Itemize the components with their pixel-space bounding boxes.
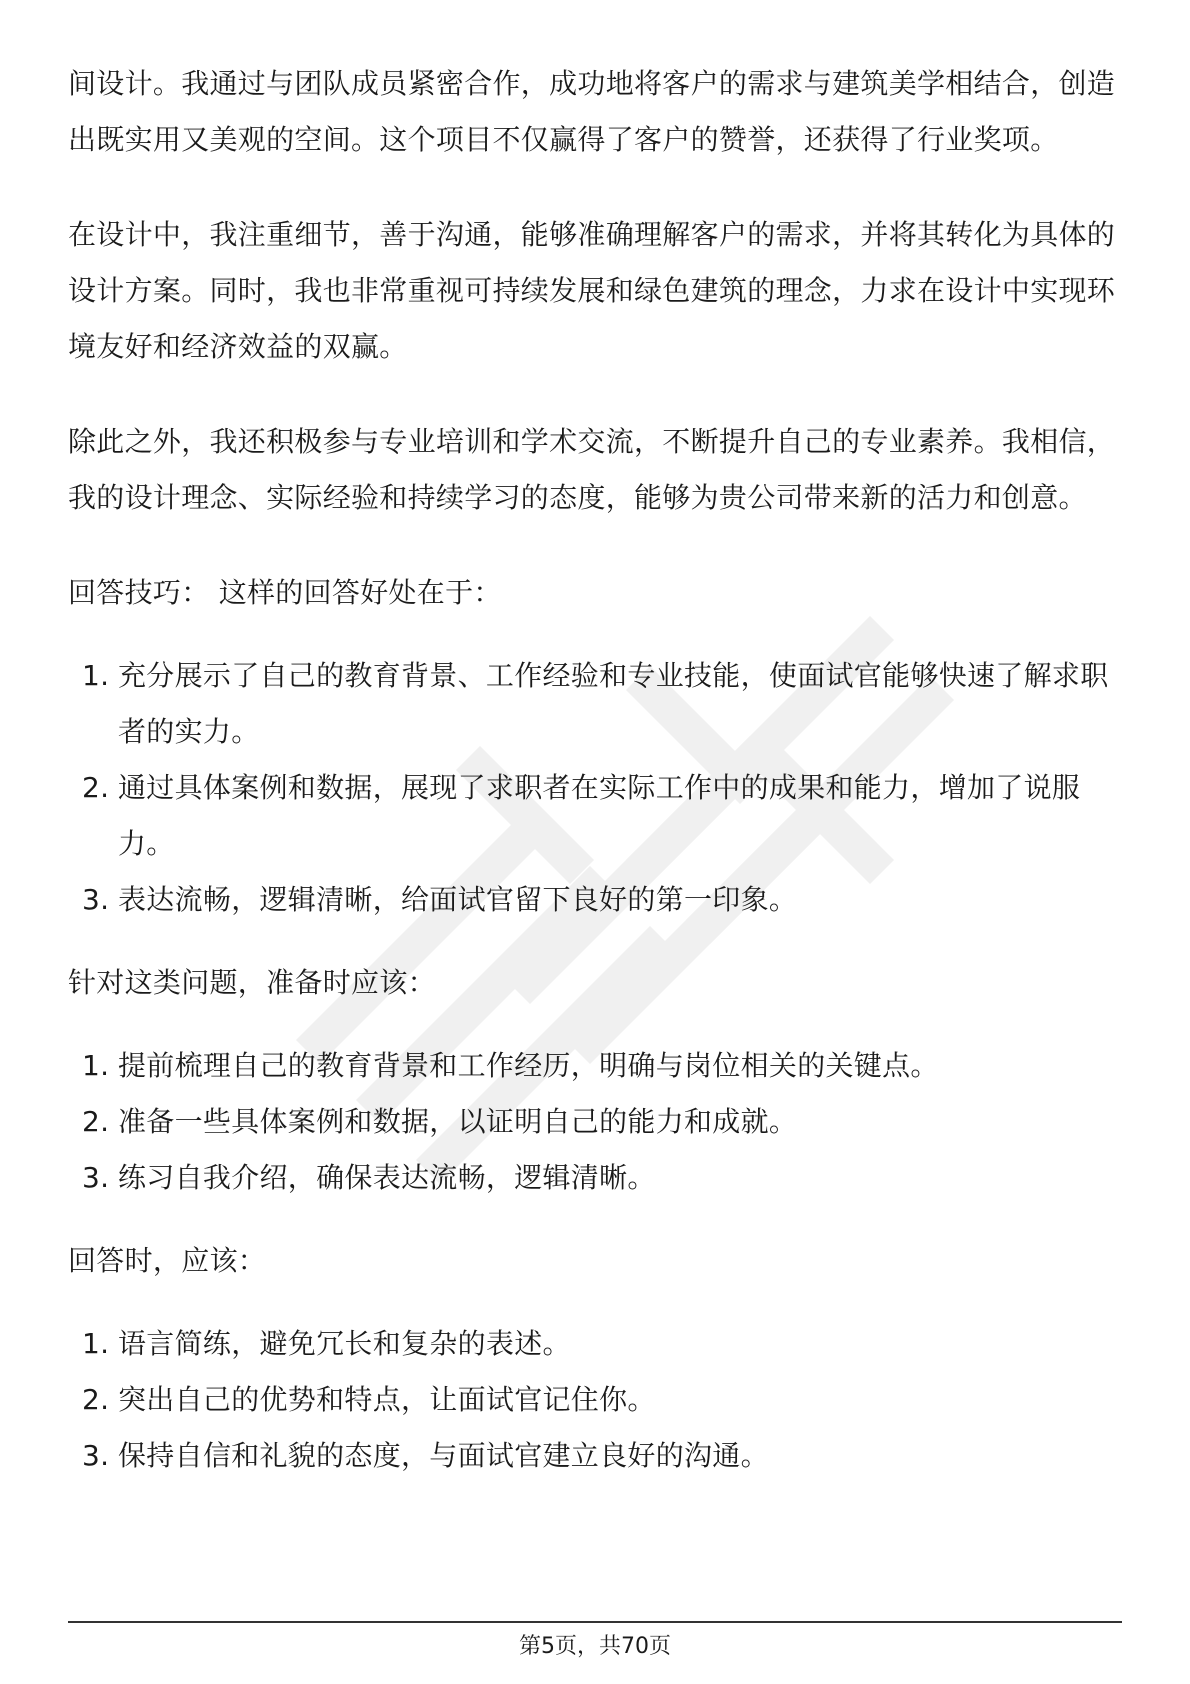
list-number: 2. bbox=[82, 1105, 110, 1138]
list-item bbox=[68, 648, 1128, 760]
prepare-heading: 针对这类问题，准备时应该： bbox=[68, 966, 436, 999]
list-item bbox=[68, 760, 1128, 872]
document-body bbox=[68, 56, 1128, 1511]
tips-list bbox=[68, 648, 1128, 928]
list-item-text: 提前梳理自己的教育背景和工作经历，明确与岗位相关的关键点。 bbox=[118, 1049, 939, 1082]
list-item-text: 保持自信和礼貌的态度，与面试官建立良好的沟通。 bbox=[118, 1439, 769, 1472]
page-number: 第5页，共70页 bbox=[519, 1634, 671, 1659]
tips-heading: 回答技巧： 这样的回答好处在于： bbox=[68, 576, 502, 609]
list-item bbox=[68, 1428, 1128, 1484]
list-number: 2. bbox=[82, 771, 110, 804]
list-number: 3. bbox=[82, 1161, 110, 1194]
list-item-text: 突出自己的优势和特点，让面试官记住你。 bbox=[118, 1383, 656, 1416]
list-item-text: 练习自我介绍，确保表达流畅，逻辑清晰。 bbox=[118, 1161, 656, 1194]
list-number: 1. bbox=[82, 659, 110, 692]
list-number: 3. bbox=[82, 1439, 110, 1472]
prepare-list bbox=[68, 1038, 1128, 1206]
list-item bbox=[68, 1094, 1128, 1150]
list-item-text: 通过具体案例和数据，展现了求职者在实际工作中的成果和能力，增加了说服力。 bbox=[118, 771, 1081, 860]
answer-heading: 回答时，应该： bbox=[68, 1244, 267, 1277]
paragraph: 间设计。我通过与团队成员紧密合作，成功地将客户的需求与建筑美学相结合，创造出既实用又美观的空间。这个项目不仅赢得了客户的赞誉，还获得了行业奖项。 bbox=[68, 67, 1116, 156]
list-item-text: 表达流畅，逻辑清晰，给面试官留下良好的第一印象。 bbox=[118, 883, 798, 916]
paragraph: 在设计中，我注重细节，善于沟通，能够准确理解客户的需求，并将其转化为具体的设计方案。同时，我也非常重视可持续发展和绿色建筑的理念，力求在设计中实现环境友好和经济效益的双赢。 bbox=[68, 218, 1116, 363]
list-item bbox=[68, 1150, 1128, 1206]
list-number: 2. bbox=[82, 1383, 110, 1416]
list-item-text: 准备一些具体案例和数据，以证明自己的能力和成就。 bbox=[118, 1105, 798, 1138]
list-item bbox=[68, 1316, 1128, 1372]
list-item bbox=[68, 1372, 1128, 1428]
footer-divider bbox=[68, 1621, 1122, 1623]
list-item bbox=[68, 1038, 1128, 1094]
list-item-text: 语言简练，避免冗长和复杂的表述。 bbox=[118, 1327, 571, 1360]
paragraph: 除此之外，我还积极参与专业培训和学术交流，不断提升自己的专业素养。我相信，我的设计理念、实际经验和持续学习的态度，能够为贵公司带来新的活力和创意。 bbox=[68, 425, 1116, 514]
list-item bbox=[68, 872, 1128, 928]
answer-list bbox=[68, 1316, 1128, 1484]
list-number: 1. bbox=[82, 1327, 110, 1360]
list-number: 1. bbox=[82, 1049, 110, 1082]
list-number: 3. bbox=[82, 883, 110, 916]
list-item-text: 充分展示了自己的教育背景、工作经验和专业技能，使面试官能够快速了解求职者的实力。 bbox=[118, 659, 1109, 748]
